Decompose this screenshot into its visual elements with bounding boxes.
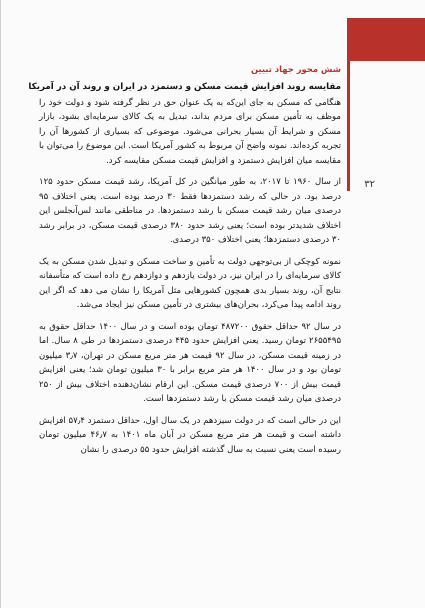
page-number: ۳۲	[364, 179, 375, 190]
paragraph-3: نمونه کوچکی از بی‌توجهی دولت به تأمین و ساخت مسکن و تبدیل شدن مسکن به یک کالای سرمایه‌ای را در ایران نیز، در دولت یازدهم و دوازدهم رخ داده است که متأسفانه نتایج آن، روند بسیار بدی همچون کشورهایی مثل آمریکا را نشان می دهد که اگر این روند ادامه پیدا می‌کرد، بحران‌های بیشتری در تأمین مسکن نیز ایجاد می‌شد.	[39, 256, 341, 310]
margin-color-rule	[347, 61, 350, 191]
running-head: شش محور جهاد تبیین	[250, 64, 341, 74]
paragraph-2: از سال ۱۹۶۰ تا ۲۰۱۷، به طور میانگین در کل آمریکا، رشد قیمت مسکن حدود ۱۲۵ درصد بود. در حالی که رشد دستمزدها فقط ۳۰ درصد بوده است. یعنی اختلاف ۹۵ درصدی میان رشد قیمت مسکن با رشد دستمزدها. در مناطقی مانند لس‌آنجلس این اختلاف شدیدتر بوده است؛ یعنی رشد حدود ۳۸۰ درصدی قیمت مسکن، در برابر رشد ۳۰ درصدی دستمزدها؛ یعنی اختلاف ۳۵۰ درصدی.	[39, 177, 342, 245]
margin-color-block	[347, 18, 425, 61]
section-heading: مقایسه روند افزایش قیمت مسکن و دستمزد در ایران و روند آن در آمریکا	[28, 82, 341, 92]
paragraph-4: در سال ۹۲ حداقل حقوق ۴۸۷۲۰۰ تومان بوده است و در سال ۱۴۰۰ حداقل حقوق به ۲۶۵۵۴۹۵ تومان رسید. یعنی افزایش حدود ۴۴۵ درصدی دستمزدها در طی ۸ سال. اما در زمینه قیمت مسکن، در سال ۹۲ قیمت هر متر مربع مسکن در تهران، ۳٫۷ میلیون تومان بود و در سال ۱۴۰۰ هر متر مربع برابر با ۳۰ میلیون تومان شد؛ یعنی افزایش قیمت بیش از ۷۰۰ درصدی قیمت مسکن. این ارقام نشان‌دهنده اختلاف بیش از ۲۵۰ درصدی میان رشد قیمت مسکن با رشد دستمزدها است.	[39, 321, 342, 404]
paragraph-5: این در حالی است که در دولت سیزدهم در یک سال اول، حداقل دستمزد ۵۷٫۴ افزایش داشته است و قیمت هر متر مربع مسکن در آبان ماه ۱۴۰۱ به ۴۶٫۷ میلیون تومان رسیده است یعنی نسبت به سال گذشته افزایش حدود ۵۵ درصدی را نشان	[39, 415, 341, 455]
article-body	[28, 80, 342, 464]
paragraph-1: هنگامی که مسکن به جای این‌که به یک عنوان حق در نظر گرفته شود و دولت خود را موظف به تأمین مسکن برای مردم بداند، تبدیل به یک کالای سرمایه‌ای بشود، بازار مسکن و شرایط آن بسیار بحرانی می‌شود. موضوعی که بسیاری از کشورها آن را تجربه کرده‌اند. نمونه واضح آن مربوط به کشور آمریکا است. این موضوع را می‌توان با مقایسه میان افزایش دستمزد و افزایش قیمت مسکن مقایسه کرد.	[39, 97, 341, 166]
